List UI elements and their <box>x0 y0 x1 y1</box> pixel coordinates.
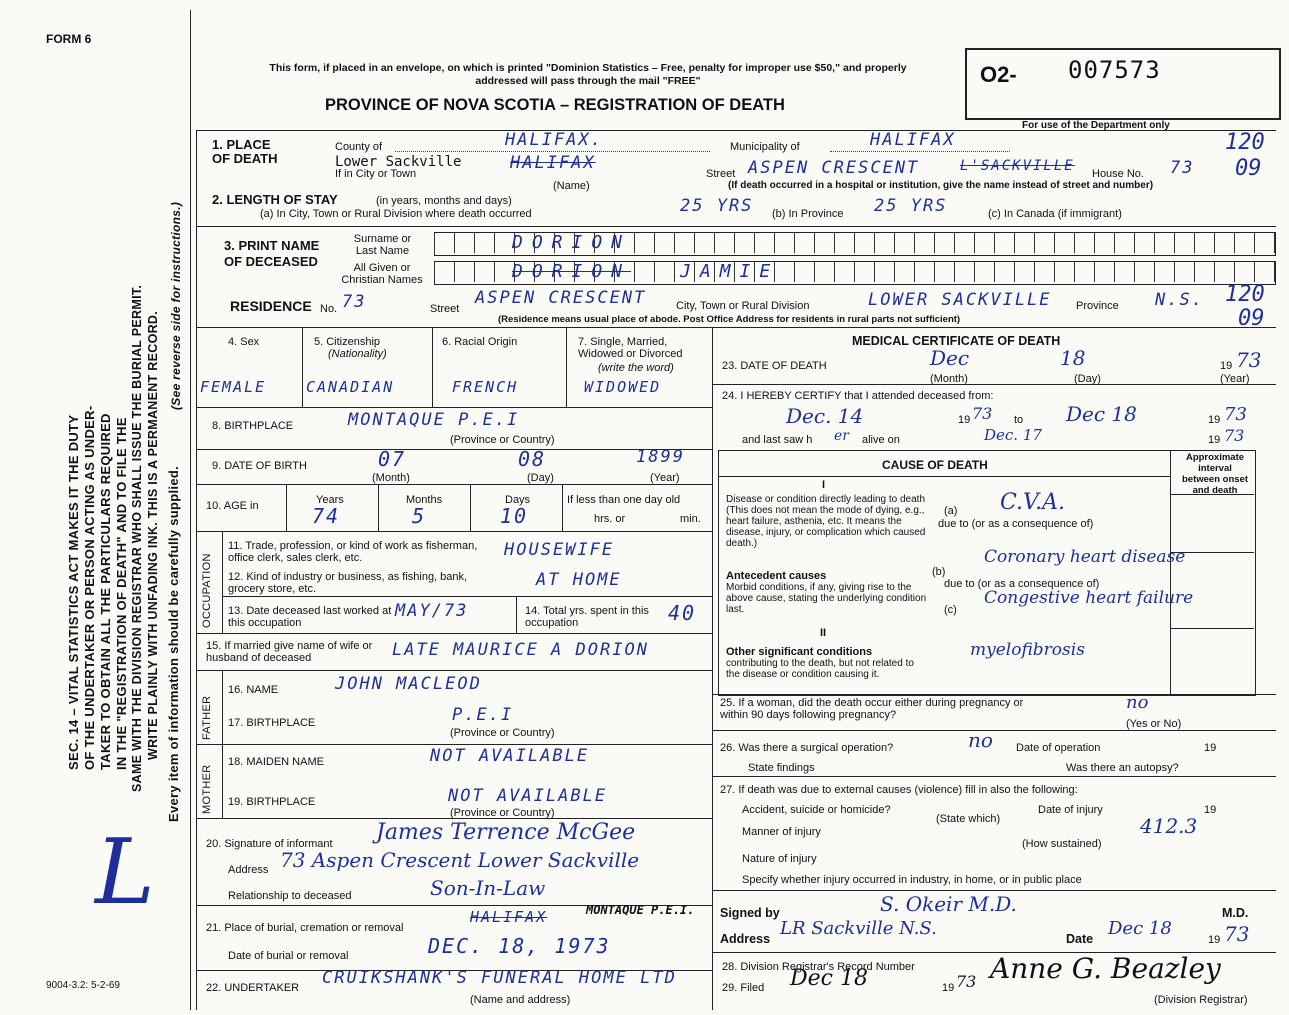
name-grid-cell <box>974 262 994 282</box>
name-grid-cell <box>1274 233 1289 253</box>
label-other-sig: Other significant conditions <box>726 646 873 658</box>
name-grid-cell <box>434 233 454 253</box>
cert-year-value: 73 <box>1224 922 1250 946</box>
label-mother-maiden: 18. MAIDEN NAME <box>228 756 324 768</box>
label-q26: 26. Was there a surgical operation? <box>720 742 894 754</box>
name-grid-cell <box>1254 262 1274 282</box>
name-grid-cell <box>1014 262 1034 282</box>
name-grid-cell <box>1214 262 1234 282</box>
label-spouse: 15. If married give name of wife or husband of deceased <box>206 640 373 664</box>
name-grid-cell <box>1034 262 1054 282</box>
age-years-value: 74 <box>312 504 341 528</box>
frame-left-inner <box>196 130 197 1010</box>
name-grid-cell <box>1014 233 1034 253</box>
label-last-worked: 13. Date deceased last worked at this occupation <box>228 605 392 629</box>
name-grid-cell <box>954 262 974 282</box>
name-grid-cell <box>994 233 1014 253</box>
label-manner: Manner of injury <box>742 826 821 838</box>
name-grid-cell <box>1114 262 1134 282</box>
label-informant: 20. Signature of informant <box>206 838 333 850</box>
given-struck-value: DORION <box>512 261 632 282</box>
name-grid-cell <box>774 233 794 253</box>
name-grid-cell <box>1094 262 1114 282</box>
label-mother: MOTHER <box>201 764 213 814</box>
lower-sackville: Lower Sackville <box>335 154 462 170</box>
cert-address-value: LR Sackville N.S. <box>780 918 937 939</box>
death-day-value: 18 <box>1060 346 1086 370</box>
label-div-registrar: (Division Registrar) <box>1154 994 1248 1006</box>
mother-birthplace-value: NOT AVAILABLE <box>448 786 608 806</box>
label-burial-date: Date of burial or removal <box>228 950 349 962</box>
label-street: Street <box>706 168 736 180</box>
label-res-no: No. <box>320 303 338 315</box>
name-grid-cell <box>1154 233 1174 253</box>
label-given: All Given or Christian Names <box>341 262 423 286</box>
frame-left <box>190 10 191 1010</box>
label-antecedent-desc: Morbid conditions, if any, giving rise to the above cause, stating the underlying condition last. <box>726 582 927 615</box>
cause-c-value: Congestive heart failure <box>984 588 1194 608</box>
roman-two: II <box>820 627 827 639</box>
name-grid-cell <box>474 262 494 282</box>
print-code: 9004-3.2: 5-2-69 <box>46 980 120 991</box>
label-accident: Accident, suicide or homicide? <box>742 804 891 816</box>
label-los-a: (a) In City, Town or Rural Division where death occurred <box>260 208 532 220</box>
name-grid-cell <box>694 233 714 253</box>
name-grid-cell <box>474 233 494 253</box>
name-grid-cell <box>814 262 834 282</box>
name-grid-cell <box>874 262 894 282</box>
death-month-value: Dec <box>930 346 970 370</box>
res-city-value: LOWER SACKVILLE <box>868 290 1052 310</box>
form-title: PROVINCE OF NOVA SCOTIA – REGISTRATION OF DEATH <box>325 96 785 114</box>
label-length-of-stay: 2. LENGTH OF STAY <box>212 192 338 207</box>
name-grid-cell <box>794 233 814 253</box>
label-print-name: 3. PRINT NAME OF DECEASED <box>224 238 320 269</box>
name-grid-cell <box>934 262 954 282</box>
label-to: to <box>1014 414 1024 426</box>
signer-value: S. Okeir M.D. <box>880 892 1017 916</box>
label-last-saw: and last saw h <box>742 434 813 446</box>
label-q28: 28. Division Registrar's Record Number <box>722 961 915 973</box>
dept-code-1: 120 <box>1225 130 1265 155</box>
house-no-value: 73 <box>1170 158 1195 178</box>
label-name-address: (Name and address) <box>470 994 571 1006</box>
name-grid-cell <box>1194 233 1214 253</box>
side-line-7: Every item of information should be carefully supplied. <box>166 465 181 822</box>
att-from-year-value: 73 <box>972 404 993 423</box>
att-from-value: Dec. 14 <box>786 404 864 428</box>
name-grid-cell <box>1174 262 1194 282</box>
alive-year-value: 73 <box>1224 426 1245 445</box>
dob-year-value: 1899 <box>636 447 685 467</box>
name-grid-cell <box>1054 262 1074 282</box>
label-res-street: Street <box>430 303 460 315</box>
name-grid-cell <box>934 233 954 253</box>
los-b-value: 25 YRS <box>874 196 948 216</box>
father-name-value: JOHN MACLEOD <box>335 674 482 694</box>
label-autopsy: Was there an autopsy? <box>1066 762 1179 774</box>
side-line-8: (See reverse side for instructions.) <box>169 201 183 410</box>
label-other-desc: contributing to the death, but not related to the disease or condition causing it. <box>726 658 914 680</box>
name-grid-cell <box>1094 233 1114 253</box>
name-grid-cell <box>1254 233 1274 253</box>
label-19-cert: 19 <box>1208 934 1221 946</box>
filed-year-value: 73 <box>956 972 977 991</box>
label-birthplace: 8. BIRTHPLACE <box>212 420 294 432</box>
label-19-alive: 19 <box>1208 434 1221 446</box>
name-grid-cell <box>874 233 894 253</box>
name-grid-cell <box>954 233 974 253</box>
alive-on-value: Dec. 17 <box>984 426 1042 444</box>
name-grid-cell <box>674 233 694 253</box>
name-grid-cell <box>834 262 854 282</box>
label-months: Months <box>406 494 443 506</box>
name-grid-cell <box>814 233 834 253</box>
side-line-1: SEC. 14 – VITAL STATISTICS ACT MAKES IT THE DUTY <box>66 414 81 770</box>
given-value: JAMIE <box>680 261 780 282</box>
label-year-9: (Year) <box>650 472 680 484</box>
name-grid-cell <box>1154 262 1174 282</box>
label-date-operation: Date of operation <box>1016 742 1101 754</box>
label-yes-no: (Yes or No) <box>1126 718 1182 730</box>
total-years-value: 40 <box>668 601 697 625</box>
label-sex: 4. Sex <box>228 336 260 348</box>
marital-value: WIDOWED <box>584 378 662 396</box>
name-grid-cell <box>854 233 874 253</box>
name-grid-cell <box>714 233 734 253</box>
label-res-province: Province <box>1076 300 1119 312</box>
father-birthplace-value: P.E.I <box>452 705 514 725</box>
industry-value: AT HOME <box>536 570 622 590</box>
name-grid-cell <box>634 262 654 282</box>
label-county: County of <box>335 141 383 153</box>
dept-code-2: 09 <box>1235 156 1262 181</box>
label-death-year: (Year) <box>1220 373 1250 385</box>
name-grid-cell <box>1074 262 1094 282</box>
label-relationship: Relationship to deceased <box>228 890 352 902</box>
reg-number: 007573 <box>1068 56 1161 84</box>
res-street-value: ASPEN CRESCENT <box>475 288 647 308</box>
label-prov-country-8: (Province or Country) <box>450 434 555 446</box>
other-cond-value: myelofibrosis <box>970 640 1085 660</box>
name-grid-cell <box>454 233 474 253</box>
name-grid-cell <box>894 262 914 282</box>
name-grid-cell <box>634 233 654 253</box>
name-grid-cell <box>974 233 994 253</box>
los-a-value: 25 YRS <box>680 196 754 216</box>
label-informant-address: Address <box>228 864 269 876</box>
name-grid-cell <box>734 233 754 253</box>
label-burial-place: 21. Place of burial, cremation or removal <box>206 922 404 934</box>
label-specify: Specify whether injury occurred in industry, in home, or in public place <box>742 874 1082 886</box>
side-line-5: SAME WITH THE DIVISION REGISTRAR WHO SHALL ISSUE THE BURIAL PERMIT. <box>130 284 144 792</box>
label-prov-country-17: (Province or Country) <box>450 727 555 739</box>
label-month-9: (Month) <box>372 472 410 484</box>
last-worked-value: MAY/73 <box>395 601 469 621</box>
label-res-city: City, Town or Rural Division <box>676 300 810 312</box>
name-grid-cell <box>1034 233 1054 253</box>
name-grid-cell <box>1214 233 1234 253</box>
label-citizenship: 5. Citizenship <box>314 336 381 348</box>
label-father-birthplace: 17. BIRTHPLACE <box>228 717 316 729</box>
side-line-4: IN THE "REGISTRATION OF DEATH" AND TO FILE THE <box>114 417 129 770</box>
label-disease: Disease or condition directly leading to death (This does not mean the mode of dying, e.g., heart failure, asthenia, etc. It means the disease, injury, or complication which caused death.) <box>726 494 926 549</box>
name-grid-cell <box>494 233 514 253</box>
label-state-findings: State findings <box>748 762 815 774</box>
name-grid-cell <box>894 233 914 253</box>
label-prov-country-19: (Province or Country) <box>450 807 555 819</box>
label-md: M.D. <box>1222 906 1249 920</box>
mother-maiden-value: NOT AVAILABLE <box>430 746 590 766</box>
label-surname: Surname or Last Name <box>353 233 412 257</box>
label-cert-address: Address <box>720 932 771 946</box>
label-19-to: 19 <box>1208 414 1221 426</box>
label-marital: 7. Single, Married, Widowed or Divorced <box>578 336 683 360</box>
label-19-death: 19 <box>1220 360 1233 372</box>
burial-struck-value: HALIFAX <box>470 908 548 926</box>
mail-notice: This form, if placed in an envelope, on which is printed "Dominion Statistics – Free, penalty for improper use $50," and properly addressed will pass through the mail "FREE" <box>269 62 907 87</box>
label-19-op: 19 <box>1204 742 1217 754</box>
label-less-day: If less than one day old <box>567 494 681 506</box>
label-min: min. <box>680 513 701 525</box>
label-how-sustained: (How sustained) <box>1022 838 1102 850</box>
name-grid-cell <box>434 262 454 282</box>
label-trade: 11. Trade, profession, or kind of work as fisherman, office clerk, sales clerk, etc. <box>228 540 478 564</box>
label-19-injury: 19 <box>1204 804 1217 816</box>
burial-date-value: DEC. 18, 1973 <box>428 934 611 958</box>
label-residence: RESIDENCE <box>230 298 312 314</box>
name-grid-cell <box>654 262 674 282</box>
label-place-of-death: 1. PLACE OF DEATH <box>212 137 278 166</box>
dept-code-4: 09 <box>1238 306 1265 331</box>
label-if-city: If in City or Town <box>335 168 417 180</box>
racial-value: FRENCH <box>452 378 519 396</box>
name-grid-cell <box>794 262 814 282</box>
name-grid-cell <box>1074 233 1094 253</box>
label-los-units: (in years, months and days) <box>376 195 512 207</box>
name-grid-cell <box>494 262 514 282</box>
name-grid-cell <box>914 233 934 253</box>
spouse-value: LATE MAURICE A DORION <box>392 640 649 660</box>
label-dob: 9. DATE OF BIRTH <box>212 460 307 472</box>
label-certify: 24. I HEREBY CERTIFY that I attended deceased from: <box>722 390 994 402</box>
label-q25: 25. If a woman, did the death occur either during pregnancy or within 90 days following pregnancy? <box>720 697 1024 721</box>
label-mother-birthplace: 19. BIRTHPLACE <box>228 796 316 808</box>
label-cause-b: (b) <box>932 566 946 578</box>
label-date-death: 23. DATE OF DEATH <box>722 360 827 372</box>
label-death-day: (Day) <box>1074 373 1101 385</box>
citizenship-value: CANADIAN <box>306 378 395 396</box>
label-nationality: (Nationality) <box>328 348 387 360</box>
city-struck-value: HALIFAX <box>510 153 596 173</box>
name-grid-cell <box>1234 262 1254 282</box>
dob-month-value: 07 <box>378 447 407 471</box>
name-grid-cell <box>654 233 674 253</box>
sex-value: FEMALE <box>200 378 267 396</box>
label-industry: 12. Kind of industry or business, as fishing, bank, grocery store, etc. <box>228 571 468 595</box>
label-days: Days <box>505 494 531 506</box>
surname-value: DORION <box>512 232 632 253</box>
reg-prefix: O2- <box>980 62 1017 87</box>
label-los-b: (b) In Province <box>772 208 844 220</box>
label-cert-date: Date <box>1066 932 1094 946</box>
label-father-name: 16. NAME <box>228 684 279 696</box>
cert-date-value: Dec 18 <box>1108 918 1172 939</box>
name-grid-cell <box>834 233 854 253</box>
label-q27: 27. If death was due to external causes (violence) fill in also the following: <box>720 784 1078 796</box>
surgical-value: no <box>968 728 993 752</box>
label-alive-on: alive on <box>862 434 900 446</box>
name-grid-cell <box>1134 233 1154 253</box>
last-saw-value: er <box>834 428 849 444</box>
name-grid-cell <box>1054 233 1074 253</box>
cause-a-value: C.V.A. <box>1000 490 1065 515</box>
county-value: HALIFAX. <box>505 130 603 150</box>
pregnancy-value: no <box>1126 692 1149 713</box>
margin-mark: L <box>95 820 155 925</box>
dob-day-value: 08 <box>518 447 547 471</box>
name-grid-cell <box>754 233 774 253</box>
label-total-years: 14. Total yrs. spent in this occupation <box>525 605 649 629</box>
label-antecedent: Antecedent causes <box>726 570 827 582</box>
name-grid-cell <box>1114 233 1134 253</box>
name-grid-cell <box>854 262 874 282</box>
undertaker-value: CRUIKSHANK'S FUNERAL HOME LTD <box>322 968 677 988</box>
death-year-value: 73 <box>1236 348 1262 372</box>
label-19-from: 19 <box>958 414 971 426</box>
side-line-3: TAKER TO OBTAIN ALL THE PARTICULARS REQUIRED <box>98 413 113 770</box>
label-signed-by: Signed by <box>720 906 780 920</box>
name-grid-cell <box>1274 262 1289 282</box>
side-line-6: WRITE PLAINLY WITH UNFADING INK. THIS IS A PERMANENT RECORD. <box>146 310 160 760</box>
code-4123-value: 412.3 <box>1140 814 1198 838</box>
street-value: ASPEN CRESCENT <box>748 158 920 178</box>
roman-one: I <box>822 479 826 491</box>
name-grid-cell <box>1234 233 1254 253</box>
label-death-month: (Month) <box>930 373 968 385</box>
age-months-value: 5 <box>412 504 427 528</box>
label-write-word: (write the word) <box>598 362 674 374</box>
burial-place-value: MONTAQUE P.E.I. <box>586 903 695 917</box>
label-municipality: Municipality of <box>730 141 800 153</box>
informant-value: James Terrence McGee <box>376 820 636 845</box>
label-nature: Nature of injury <box>742 853 817 865</box>
cause-b-value: Coronary heart disease <box>984 547 1186 567</box>
label-father: FATHER <box>201 695 213 740</box>
label-due-to-1: due to (or as a consequence of) <box>938 518 1094 530</box>
label-years: Years <box>316 494 344 506</box>
medical-cert-title: MEDICAL CERTIFICATE OF DEATH <box>852 334 1061 348</box>
label-19-filed: 19 <box>942 982 955 994</box>
hospital-note: (If death occurred in a hospital or institution, give the name instead of street and number) <box>728 180 1154 191</box>
dept-code-3: 120 <box>1225 282 1265 307</box>
label-racial: 6. Racial Origin <box>442 336 518 348</box>
label-house-no: House No. <box>1092 168 1144 180</box>
side-line-2: OF THE UNDERTAKER OR PERSON ACTING AS UNDER- <box>82 405 97 770</box>
label-undertaker: 22. UNDERTAKER <box>206 982 300 994</box>
name-grid-cell <box>994 262 1014 282</box>
birthplace-value: MONTAQUE P.E.I <box>348 410 520 430</box>
label-date-injury: Date of injury <box>1038 804 1103 816</box>
relationship-value: Son-In-Law <box>430 876 546 900</box>
att-to-value: Dec 18 <box>1066 402 1137 426</box>
name-grid-cell <box>1194 262 1214 282</box>
filed-value: Dec 18 <box>790 966 868 991</box>
registrar-signature: Anne G. Beazley <box>990 952 1221 985</box>
label-cause-a: (a) <box>944 505 958 517</box>
department-use: For use of the Department only <box>1022 120 1170 131</box>
name-grid-cell <box>1134 262 1154 282</box>
interval-header: Approximate interval between onset and death <box>1182 452 1248 496</box>
form-id: FORM 6 <box>46 32 92 46</box>
label-cause-c: (c) <box>944 604 957 616</box>
municipality-value: HALIFAX <box>870 130 956 150</box>
name-grid-cell <box>914 262 934 282</box>
label-age: 10. AGE in <box>206 500 259 512</box>
label-day-9: (Day) <box>527 472 554 484</box>
res-no-value: 73 <box>342 292 367 312</box>
name-grid-cell <box>454 262 474 282</box>
label-occupation: OCCUPATION <box>201 553 213 628</box>
label-q29: 29. Filed <box>722 982 765 994</box>
label-state-which: (State which) <box>936 813 1001 825</box>
label-name: (Name) <box>553 180 590 192</box>
street-struck-value: L'SACKVILLE <box>960 158 1075 174</box>
trade-value: HOUSEWIFE <box>504 540 615 560</box>
age-days-value: 10 <box>500 504 529 528</box>
name-grid-cell <box>1174 233 1194 253</box>
cause-of-death-title: CAUSE OF DEATH <box>882 458 988 472</box>
residence-note: (Residence means usual place of abode. Post Office Address for residents in rural parts not sufficient) <box>498 314 961 325</box>
label-due-to-2: due to (or as a consequence of) <box>944 578 1100 590</box>
att-to-year-value: 73 <box>1224 404 1247 425</box>
res-province-value: N.S. <box>1155 290 1204 310</box>
label-hrs: hrs. or <box>594 513 626 525</box>
label-los-c: (c) In Canada (if immigrant) <box>988 208 1122 220</box>
informant-address-value: 73 Aspen Crescent Lower Sackville <box>280 848 640 872</box>
